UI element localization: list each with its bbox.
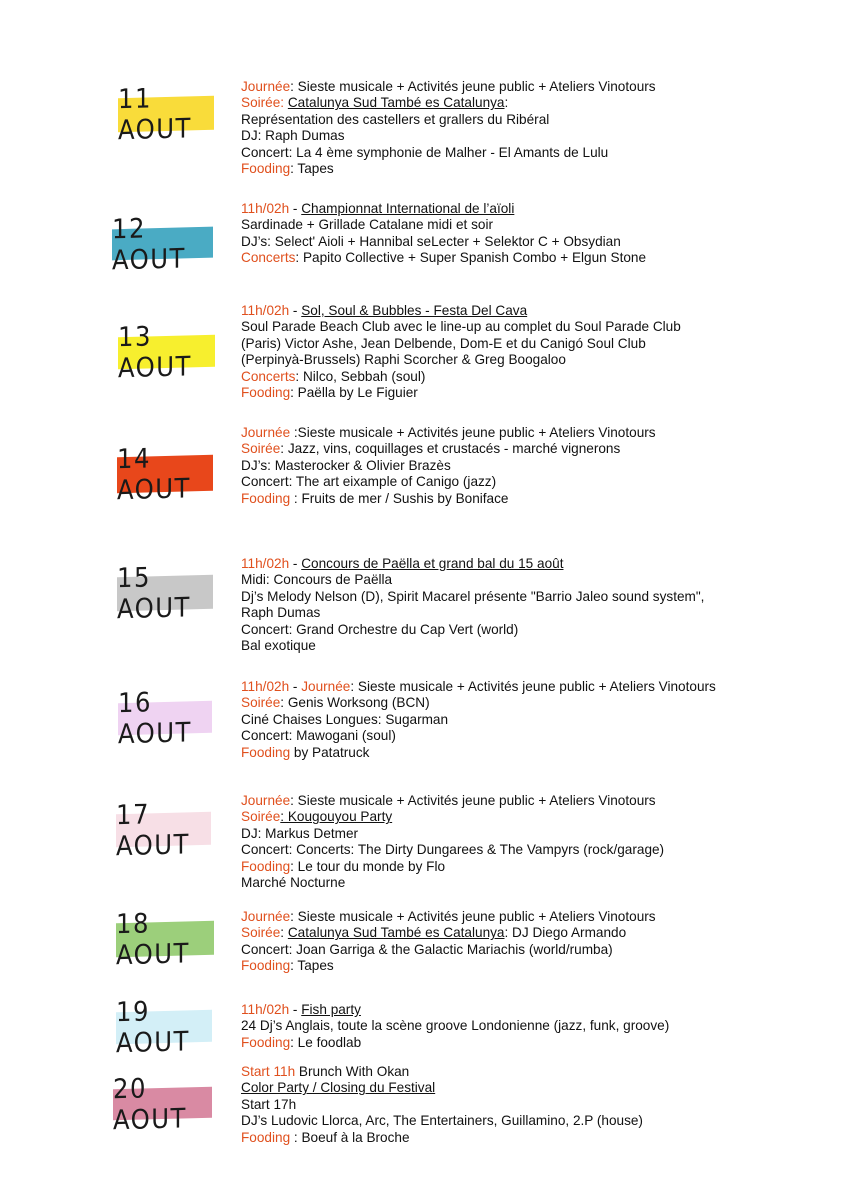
program-text: : Le foodlab (290, 1034, 362, 1050)
program-line (241, 572, 841, 588)
program-text: : (504, 95, 509, 111)
program-line (241, 234, 841, 250)
date-badge: 12 AOUT (112, 227, 213, 261)
program-label: Journée (241, 79, 291, 94)
program-label: Concerts (241, 250, 296, 266)
program-line (241, 369, 841, 385)
program-line (241, 638, 841, 654)
program-text: : Sieste musicale + Activités jeune public + Ateliers Vinotours (290, 793, 656, 808)
program-label: Fooding (241, 385, 291, 401)
day-program (241, 556, 841, 654)
program-line (241, 1064, 841, 1080)
program-label: Journée (241, 425, 294, 440)
program-text: Dj’s Melody Nelson (D), Spirit Macarel présente "Barrio Jaleo sound system", (241, 588, 705, 604)
program-text: : (280, 925, 288, 941)
program-line (241, 79, 841, 95)
program-label: Journée (301, 679, 351, 694)
date-badge: 16 AOUT (118, 701, 212, 735)
program-line (241, 679, 841, 695)
program-text: : Fruits de mer / Sushis by Boniface (293, 490, 509, 506)
program-text: - (289, 679, 302, 694)
program-label: Journée (241, 909, 291, 924)
program-line (241, 589, 841, 605)
program-text: (Perpinyà-Brussels) Raphi Scorcher & Greg Boogaloo (241, 352, 566, 368)
program-line (241, 128, 841, 144)
program-text: : Papito Collective + Super Spanish Combo + Elgun Stone (295, 250, 647, 266)
event-title: Championnat International de l’aïoli (301, 201, 515, 216)
program-text: : Le tour du monde by Flo (290, 858, 446, 874)
program-line (241, 909, 841, 925)
program-text: Concert: Mawogani (soul) (241, 728, 396, 744)
program-line (241, 622, 841, 638)
date-badge: 15 AOUT (117, 575, 213, 612)
program-text: Concert: Concerts: The Dirty Dungarees & The Vampyrs (rock/garage) (241, 842, 665, 858)
program-line (241, 201, 841, 217)
day-program (241, 201, 841, 267)
program-text: Start 17h (241, 1096, 297, 1112)
program-label: 11h/02h (241, 1002, 290, 1017)
program-text: Représentation des castellers et grallers du Ribéral (241, 111, 550, 127)
program-line (241, 1113, 841, 1129)
date-badge: 13 AOUT (118, 335, 215, 370)
program-line (241, 809, 841, 825)
program-line (241, 319, 841, 335)
day-program (241, 1064, 841, 1146)
program-text: : Jazz, vins, coquillages et crustacés - marché vignerons (280, 441, 621, 457)
program-text: - (289, 201, 302, 216)
date-badge: 20 AOUT (113, 1087, 212, 1121)
program-text: : Tapes (290, 958, 334, 974)
program-label: Soirée (241, 441, 281, 457)
program-line (241, 859, 841, 875)
day-program (241, 793, 841, 891)
program-label: 11h/02h (241, 303, 290, 318)
program-label: Concerts (241, 368, 296, 384)
day-program (241, 1002, 841, 1051)
program-line (241, 1080, 841, 1096)
program-text: DJ’s Ludovic Llorca, Arc, The Entertainers, Guillamino, 2.P (house) (241, 1113, 643, 1129)
program-text: Ciné Chaises Longues: Sugarman (241, 711, 449, 727)
program-label: Fooding (241, 1129, 291, 1145)
program-label: Soirée (241, 809, 281, 825)
event-title: Fish party (301, 1002, 361, 1017)
program-text: by Patatruck (290, 744, 370, 760)
program-line (241, 1097, 841, 1113)
program-label: Journée (241, 793, 291, 808)
program-text: Concert: La 4 ème symphonie de Malher - El Amants de Lulu (241, 144, 609, 160)
program-line (241, 112, 841, 128)
program-line (241, 728, 841, 744)
program-label: Fooding (241, 490, 294, 506)
program-text: : Sieste musicale + Activités jeune public + Ateliers Vinotours (350, 679, 716, 694)
program-text: Concert: Grand Orchestre du Cap Vert (world) (241, 621, 519, 637)
event-title: Sol, Soul & Bubbles - Festa Del Cava (301, 303, 528, 318)
program-label: Fooding (241, 161, 291, 177)
program-text: DJ’s: Select' Aioli + Hannibal seLecter + Selektor C + Obsydian (241, 233, 621, 249)
program-line (241, 474, 841, 490)
program-text: - (289, 303, 302, 318)
program-line (241, 441, 841, 457)
program-line (241, 925, 841, 941)
program-text: Soul Parade Beach Club avec le line-up au complet du Soul Parade Club (241, 319, 681, 335)
day-program (241, 303, 841, 401)
program-line (241, 491, 841, 507)
event-title: Concours de Paëlla et grand bal du 15 août (301, 556, 564, 571)
program-line (241, 385, 841, 401)
day-program (241, 909, 841, 975)
program-label: Soirée (241, 925, 281, 941)
date-badge: 19 AOUT (116, 1010, 212, 1045)
program-text: - (289, 556, 302, 571)
program-label: Soirée (241, 695, 281, 711)
program-line (241, 161, 841, 177)
program-line (241, 875, 841, 891)
program-line (241, 1002, 841, 1018)
program-line (241, 942, 841, 958)
program-line (241, 1130, 841, 1146)
program-text: : Boeuf à la Broche (290, 1129, 410, 1145)
program-line (241, 695, 841, 711)
program-text: : Sieste musicale + Activités jeune public + Ateliers Vinotours (290, 79, 656, 94)
program-text: Sardinade + Grillade Catalane midi et soir (241, 217, 493, 233)
event-title: Catalunya Sud També es Catalunya (287, 95, 505, 111)
program-line (241, 145, 841, 161)
date-badge: 18 AOUT (116, 921, 214, 958)
program-label: 11h/02h (241, 556, 290, 571)
program-line (241, 712, 841, 728)
program-text: : Nilco, Sebbah (soul) (295, 368, 426, 384)
program-line (241, 352, 841, 368)
program-line (241, 745, 841, 761)
program-label: Fooding (241, 1034, 291, 1050)
program-label: Soirée: (241, 95, 288, 111)
program-line (241, 842, 841, 858)
program-text: - (289, 1002, 302, 1017)
event-title: : Kougouyou Party (280, 809, 393, 825)
program-text: Raph Dumas (241, 605, 321, 621)
program-text: DJ’s: Masterocker & Olivier Brazès (241, 457, 451, 473)
program-label: Fooding (241, 958, 291, 974)
program-text: Concert: Joan Garriga & the Galactic Mariachis (world/rumba) (241, 941, 613, 957)
program-text: (Paris) Victor Ashe, Jean Delbende, Dom-E et du Canigó Soul Club (241, 335, 646, 351)
program-text: 24 Dj’s Anglais, toute la scène groove Londonienne (jazz, funk, groove) (241, 1018, 670, 1034)
program-line (241, 826, 841, 842)
date-badge: 17 AOUT (116, 812, 211, 847)
program-text: Concert: The art eixample of Canigo (jazz) (241, 474, 497, 490)
program-line (241, 793, 841, 809)
program-label: Start 11h (241, 1064, 296, 1079)
program-text: :Sieste musicale + Activités jeune public + Ateliers Vinotours (293, 425, 656, 440)
program-label: Fooding (241, 858, 291, 874)
day-program (241, 679, 841, 761)
program-text: : Genis Worksong (BCN) (280, 695, 430, 711)
program-text: : Sieste musicale + Activités jeune public + Ateliers Vinotours (290, 909, 656, 924)
event-title: Color Party / Closing du Festival (241, 1080, 436, 1096)
program-label: 11h/02h (241, 201, 290, 216)
program-line (241, 95, 841, 111)
program-text: DJ: Raph Dumas (241, 128, 345, 144)
program-line (241, 250, 841, 266)
program-text: Marché Nocturne (241, 875, 346, 891)
day-program (241, 79, 841, 177)
program-line (241, 1018, 841, 1034)
day-program (241, 425, 841, 507)
program-text: DJ: Markus Detmer (241, 825, 359, 841)
program-line (241, 425, 841, 441)
program-line (241, 303, 841, 319)
date-badge: 14 AOUT (117, 455, 213, 494)
program-line (241, 217, 841, 233)
program-text: : Tapes (290, 161, 334, 177)
program-text: Bal exotique (241, 638, 316, 654)
program-line (241, 336, 841, 352)
date-badge: 11 AOUT (118, 96, 214, 133)
program-line (241, 605, 841, 621)
program-line (241, 556, 841, 572)
program-text: : DJ Diego Armando (504, 925, 627, 941)
program-line (241, 458, 841, 474)
program-line (241, 1035, 841, 1051)
program-label: Fooding (241, 744, 291, 760)
program-label: 11h/02h (241, 679, 290, 694)
program-text: Brunch With Okan (295, 1064, 410, 1079)
event-title: Catalunya Sud També es Catalunya (287, 925, 505, 941)
program-line (241, 958, 841, 974)
program-text: Midi: Concours de Paëlla (241, 572, 393, 588)
program-text: : Paëlla by Le Figuier (290, 385, 418, 401)
